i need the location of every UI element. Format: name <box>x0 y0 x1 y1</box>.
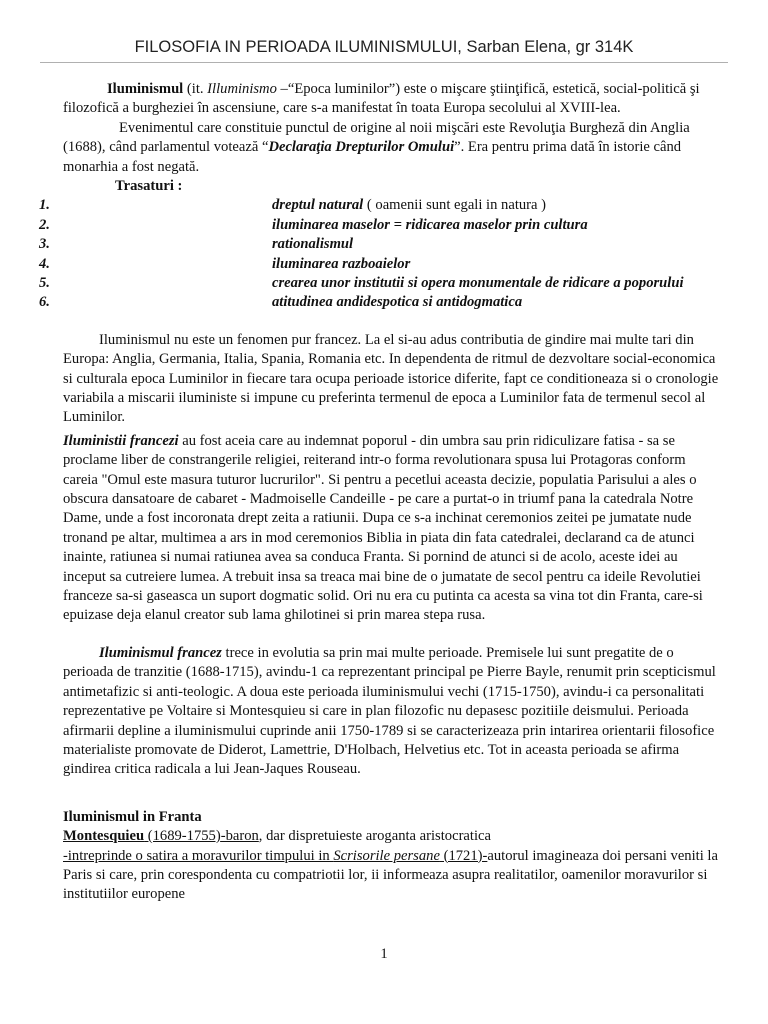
trait-number: 5. <box>39 275 50 291</box>
intro-term: Iluminismul <box>107 81 184 97</box>
trait-item <box>39 196 699 215</box>
trait-number: 3. <box>39 236 50 253</box>
trait-number: 1. <box>39 197 50 214</box>
intro-paragraph <box>63 80 723 119</box>
trait-text: dreptul natural <box>272 197 364 214</box>
periods-paragraph <box>63 644 723 780</box>
french-enlighteners-lead: Iluministii francezi <box>63 432 179 449</box>
trait-item <box>39 235 699 254</box>
periods-lead: Iluminismul francez <box>99 644 222 661</box>
intro-paren-open: (it. <box>183 81 208 97</box>
book-title: Scrisorile persane <box>333 847 440 864</box>
header-rule <box>40 62 728 63</box>
document-body <box>39 80 723 905</box>
event-text-2: ”. Era pentru prima dată în istorie când monarhia a fost negată. <box>63 139 682 175</box>
trait-item <box>39 274 699 293</box>
europe-paragraph: Iluminismul nu este un fenomen pur francez. La el si-au adus contributia de gindire mai multe tari din Europa: Anglia, Germania, Italia, Spania, Romania etc. In dependenta de ritmul de dezvoltare social-economica si culturala epoca Luminilor in fiecare tara ocupa perioade istorice diferite, fapt ce conditioneaza si o cronologie variabila a miscarii iluministe si impune cu preferinta termenul de epoca a Luminilor fata de termenul secol al Luminilor. <box>63 331 719 426</box>
trait-item <box>39 216 699 235</box>
trait-number: 2. <box>39 216 50 233</box>
trait-text: atitudinea andidespotica si antidogmatica <box>272 294 523 311</box>
traits-list <box>39 196 699 312</box>
intro-definition: –“Epoca luminilor”) este o mişcare ştiinţifică, estetică, social-politică şi filozofică a burgheziei în ascensiune, care s-a manifestat în toata Europa secolului al XVIII-lea. <box>63 81 700 117</box>
trait-number: 6. <box>39 294 50 311</box>
page-header: FILOSOFIA IN PERIOADA ILUMINISMULUI, Sarban Elena, gr 314K <box>134 38 634 56</box>
page-number: 1 <box>380 946 388 962</box>
event-text-1: Evenimentul care constituie punctul de origine al noii mişcări este Revoluţia Burgheză din Anglia (1688), când parlamentul votează “ <box>63 119 690 156</box>
satire-lead: -intreprinde o satira a moravurilor timpului in <box>63 847 334 864</box>
montesquieu-baron: -baron <box>220 828 259 845</box>
montesquieu-satire <box>63 847 723 905</box>
trait-number: 4. <box>39 255 50 272</box>
montesquieu-years: (1689-1755) <box>144 828 221 845</box>
trait-text: iluminarea maselor = ridicarea maselor prin cultura <box>272 216 588 233</box>
montesquieu-line <box>63 827 723 846</box>
montesquieu-name: Montesquieu <box>63 828 145 845</box>
satire-text: autorul imagineaza doi persani veniti la Paris si care, prin corespondenta cu compatriotii lor, ii informeaza asupra realitatilor, oamenilor moravurilor si institutiilor europene <box>63 847 718 903</box>
trait-text: crearea unor institutii si opera monumentale de ridicare a poporului <box>272 275 684 291</box>
traits-title: Trasaturi : <box>115 178 183 195</box>
trait-item <box>39 255 699 274</box>
section-title: Iluminismul in Franta <box>63 808 202 825</box>
intro-italian-term: Illuminismo <box>207 81 277 97</box>
trait-note: ( oamenii sunt egali in natura ) <box>363 197 547 214</box>
trait-text: rationalismul <box>272 236 354 253</box>
book-year: (1721)- <box>439 847 488 864</box>
declaration-title: Declaraţia Drepturilor Omului <box>268 139 455 156</box>
french-enlighteners-text: au fost aceia care au indemnat poporul - din umbra sau prin ridiculizare fatisa - sa se proclame liber de constrangerile religiei, reiterand intr-o forma revolutionara spusa lui Protagoras conform careia "Omul este masura tuturor lucrurilor". Si pentru a pecetlui aceasta decizie, populatia Parisului a ales o obscura dansatoare de cabaret - Madmoiselle Candeille - pe care a purtat-o in triumf pana la catedrala Notre Dame, unde a fost incoronata drept zeita a ratiunii. Dupa ce s-a inchinat ceremonios zeitei pe jumatate nude tronand pe altar, multimea a ars in mod ceremonios Biblia in piata din fata catedralei, declarand ca de atunci inainte, ratiunea si numai ratiunea avea sa conduca Franta. Si pornind de atunci si de acolo, aceste idei au inceput sa cutreiere lumea. A trebuit insa sa treaca mai bine de o jumatate de secol pentru ca ideile Revolutiei franceze sa-si gaseasca un suport dogmatic solid. Ori nu era cu putinta ca acesta sa vina tot din Franta, care-si epuizase deja elanul creator sub lama ghilotinei si prin marea stepa rusa. <box>63 432 703 624</box>
french-enlighteners-paragraph <box>63 432 723 626</box>
trait-item <box>39 293 699 312</box>
periods-text: trece in evolutia sa prin mai multe perioade. Premisele lui sunt pregatite de o perioada de tranzitie (1688-1715), avindu-1 ca reprezentant principal pe Pierre Bayle, renumit prin scepticismul antimetafizic si anti-teologic. A doua este perioada iluminismului vechi (1715-1750), avindu-i ca personalitati reprezentative pe Voltaire si Montesquieu si care in plan filozofic nu depasesc pozitiile deismului. Perioada afirmarii depline a iluminismului cuprinde anii 1750-1789 si se caracterizeaza prin intarirea orientarii filosofice materialiste promovate de Diderot, Lamettrie, D'Holbach, Helvetius etc. Tot in aceasta perioada se afirma gindirea critica radicala a lui Jean-Jaques Rouseau. <box>63 644 716 778</box>
montesquieu-baron-text: , dar dispretuieste aroganta aristocratica <box>258 828 491 845</box>
event-paragraph <box>63 119 723 177</box>
trait-text: iluminarea razboaielor <box>272 255 411 272</box>
